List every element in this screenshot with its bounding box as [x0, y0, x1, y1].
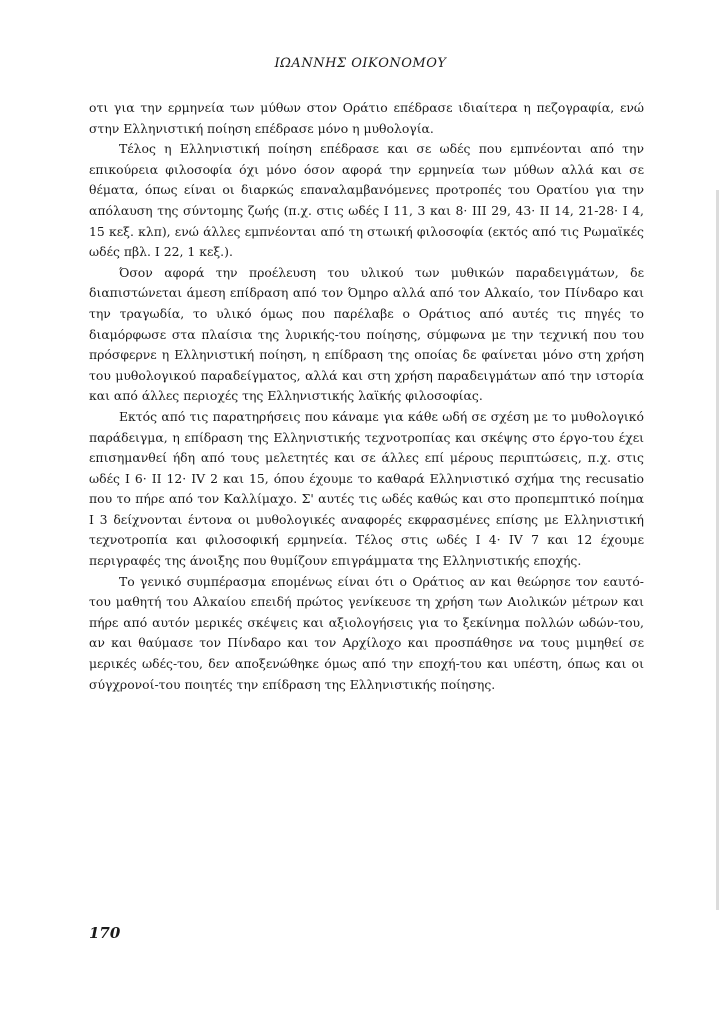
body-text	[89, 98, 644, 695]
scan-edge-mark	[716, 190, 719, 910]
page-number: 170	[89, 924, 121, 942]
paragraph-conclusion: Το γενικό συμπέρασμα επομένως είναι ότι ο Οράτιος αν και θεώρησε τον εαυτό-του μαθητή του Αλκαίου επειδή πρώτος γενίκευσε τη χρήση των Αιολικών μέτρων και πήρε από αυτόν μερικές σκέψεις και αξιολογήσεις για το ξεκίνημα πολλών ωδών-του, αν και θαύμασε τον Πίνδαρο και τον Αρχίλοχο και προσπάθησε να τους μιμηθεί σε μερικές ωδές-του, δεν αποξενώθηκε όμως από την εποχή-του και υπέστη, όπως και οι σύγχρονοί-του ποιητές την επίδραση της Ελληνιστικής ποίησης.	[89, 573, 644, 692]
running-header: ΙΩΑΝΝΗΣ ΟΙΚΟΝΟΜΟΥ	[274, 56, 447, 71]
paragraph-continuation: οτι για την ερμηνεία των μύθων στον Οράτιο επέδρασε ιδιαίτερα η πεζογραφία, ενώ στην Ελληνιστική ποίηση επέδρασε μόνο η μυθολογία.	[89, 100, 644, 136]
paragraph-hellenistic-technique: Εκτός από τις παρατηρήσεις που κάναμε για κάθε ωδή σε σχέση με το μυθολογικό παράδειγμα, η επίδραση της Ελληνιστικής τεχνοτροπίας και σκέψης στο έργο-του έχει επισημανθεί ήδη από τους μελετητές και σε άλλες επί μέρους περιπτώσεις, π.χ. στις ωδές I 6· II 12· IV 2 και 15, όπου έχουμε το καθαρά Ελληνιστικό σχήμα της recusatio που το πήρε από τον Καλλίμαχο. Σ' αυτές τις ωδές καθώς και στο προπεμπτικό ποίημα I 3 δείχνονται έντονα οι μυθολογικές αναφορές εκφρασμένες επίσης με Ελληνιστική τεχνοτροπία και φιλοσοφική ερμηνεία. Τέλος στις ωδές I 4· IV 7 και 12 έχουμε περιγραφές της άνοιξης που θυμίζουν επιγράμματα της Ελληνιστικής εποχής.	[89, 408, 644, 569]
paragraph-mythic-sources: Όσον αφορά την προέλευση του υλικού των μυθικών παραδειγμάτων, δε διαπιστώνεται άμεση επίδραση από τον Όμηρο αλλά από τον Αλκαίο, τον Πίνδαρο και την τραγωδία, το υλικό όμως που παρέλαβε ο Οράτιος από αυτές τις πηγές το διαμόρφωσε στα πλαίσια της λυρικής-του ποίησης, σύμφωνα με την τεχνική που του πρόσφερνε η Ελληνιστική ποίηση, η επίδραση της οποίας δε φαίνεται μόνο στη χρήση του μυθολογικού παραδείγματος, αλλά και στη χρήση παραδειγμάτων από την ιστορία και από άλλες περιοχές της Ελληνιστικής λαϊκής φιλοσοφίας.	[89, 264, 644, 404]
paragraph-hellenistic-philosophy: Τέλος η Ελληνιστική ποίηση επέδρασε και σε ωδές που εμπνέονται από την επικούρεια φιλοσοφία όχι μόνο όσον αφορά την ερμηνεία των μύθων αλλά και σε θέματα, όπως είναι οι διαρκώς επαναλαμβανόμενες προτροπές του Ορατίου για την απόλαυση της σύντομης ζωής (π.χ. στις ωδές I 11, 3 και 8· III 29, 43· II 14, 21-28· I 4, 15 κεξ. κλπ), ενώ άλλες εμπνέονται από τη στωική φιλοσοφία (εκτός από τις Ρωμαϊκές ωδές πβλ. I 22, 1 κεξ.).	[89, 141, 644, 260]
